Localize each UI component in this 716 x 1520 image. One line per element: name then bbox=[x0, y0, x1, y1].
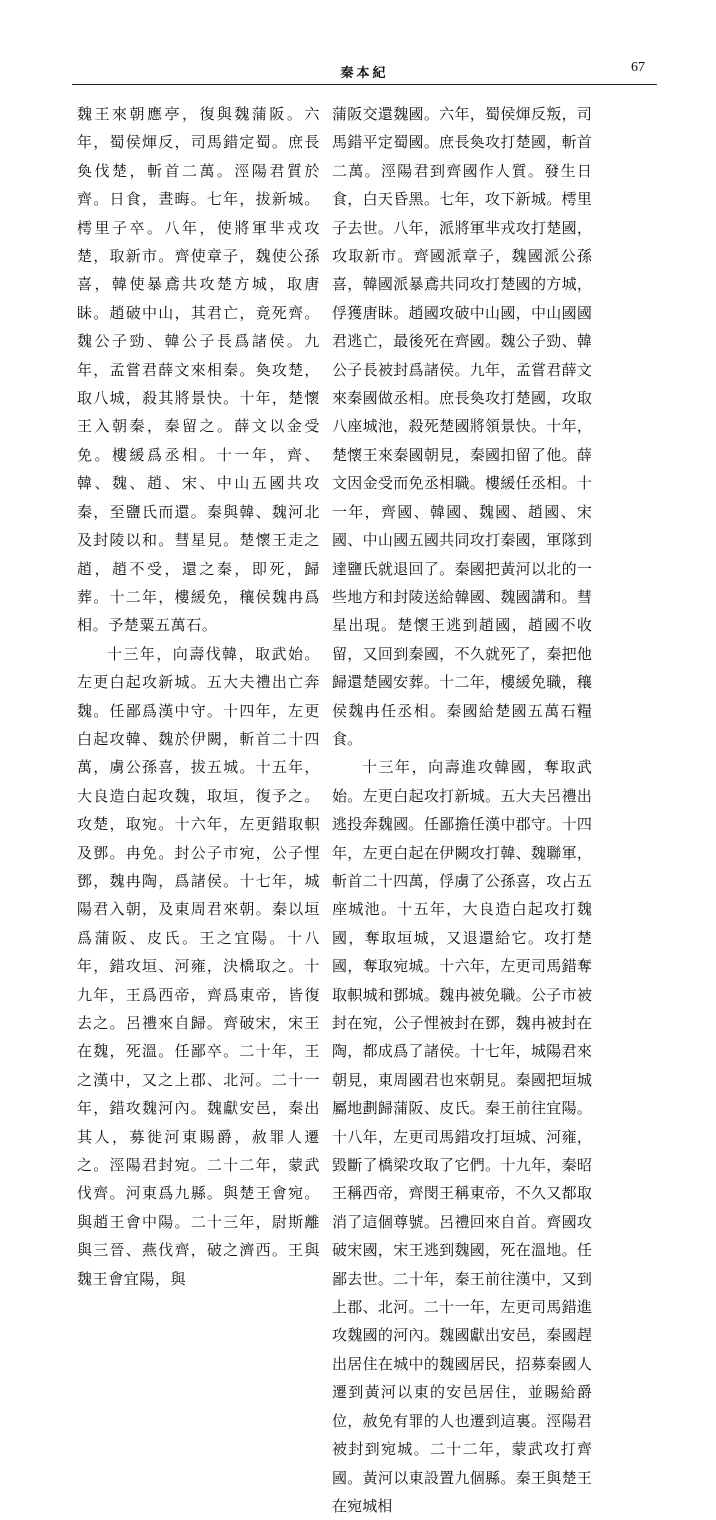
chapter-title: 秦本紀 bbox=[340, 66, 389, 81]
translation-paragraph: 蒲阪交還魏國。六年，蜀侯煇反叛，司馬錯平定蜀國。庶長奐攻打楚國，斬首二萬。涇陽君到齊國作人質。發生日食，白天昏黑。七年，攻下新城。樗里子去世。八年，派將軍芈戎攻打楚國，攻取新市。齊國派章子，魏國派公孫喜，韓國派暴鳶共同攻打楚國的方城，俘獲唐眛。趙國攻破中山國，中山國國君逃亡，最後死在齊國。魏公子勁、韓公子長被封爲諸侯。九年，孟嘗君薛文來秦國做丞相。庶長奐攻打楚國，攻取八座城池，殺死楚國將領景快。十年，楚懷王來秦國朝見，秦國扣留了他。薛文因金受而免丞相職。樓緩任丞相。十一年，齊國、韓國、魏國、趙國、宋國、中山國五國共同攻打秦國，軍隊到達鹽氏就退回了。秦國把黃河以北的一些地方和封陵送給韓國、魏國講和。彗星出現。楚懷王逃到趙國，趙國不收留，又回到秦國，不久就死了，秦把他歸還楚國安葬。十二年，樓緩免職，穰侯魏冉任丞相。秦國給楚國五萬石糧食。 bbox=[332, 105, 592, 748]
original-paragraph: 十三年，向壽伐韓，取武始。左更白起攻新城。五大夫禮出亡奔魏。任鄙爲漢中守。十四年，左更白起攻韓、魏於伊闕，斬首二十四萬，虜公孫喜，拔五城。十五年，大良造白起攻魏，取垣，復予之。攻楚，取宛。十六年，左更錯取軹及鄧。冉免。封公子市宛，公子悝鄧，魏冉陶，爲諸侯。十七年，城陽君入朝，及東周君來朝。秦以垣爲蒲阪、皮氏。王之宜陽。十八年，錯攻垣、河雍，決橋取之。十九年，王爲西帝，齊爲東帝，皆復去之。呂禮來自歸。齊破宋，宋王在魏，死溫。任鄙卒。二十年，王之漢中，又之上郡、北河。二十一年，錯攻魏河內。魏獻安邑，秦出其人，募徙河東賜爵，赦罪人遷之。涇陽君封宛。二十二年，蒙武伐齊。河東爲九縣。與楚王會宛。與趙王會中陽。二十三年，尉斯離與三晉、燕伐齊，破之濟西。王與魏王會宜陽，與 bbox=[77, 644, 320, 1288]
original-text-column bbox=[77, 100, 320, 1288]
page-number: 67 bbox=[631, 60, 645, 75]
translation-text-column bbox=[332, 100, 592, 1515]
page-header bbox=[72, 58, 657, 84]
translation-paragraph: 十三年，向壽進攻韓國，奪取武始。左更白起攻打新城。五大夫呂禮出逃投奔魏國。任鄙擔任漢中郡守。十四年，左更白起在伊闕攻打韓、魏聯軍，斬首二十四萬，俘虜了公孫喜，攻占五座城池。十五年，大良造白起攻打魏國，奪取垣城，又退還給它。攻打楚國，奪取宛城。十六年，左更司馬錯奪取軹城和鄧城。魏冉被免職。公子市被封在宛，公子悝被封在鄧，魏冉被封在陶，都成爲了諸侯。十七年，城陽君來朝見，東周國君也來朝見。秦國把垣城屬地劃歸蒲阪、皮氏。秦王前往宜陽。十八年，左更司馬錯攻打垣城、河雍，毀斷了橋梁攻取了它們。十九年，秦昭王稱西帝，齊閔王稱東帝，不久又都取消了這個尊號。呂禮回來自首。齊國攻破宋國，宋王逃到魏國，死在溫地。任鄙去世。二十年，秦王前往漢中，又到上郡、北河。二十一年，左更司馬錯進攻魏國的河內。魏國獻出安邑，秦國趕出居住在城中的魏國居民，招募秦國人遷到黃河以東的安邑居住，並賜給爵位，赦免有罪的人也遷到這裏。涇陽君被封到宛城。二十二年，蒙武攻打齊國。黃河以東設置九個縣。秦王與楚王在宛城相 bbox=[332, 758, 592, 1515]
header-rule bbox=[72, 84, 657, 85]
original-paragraph: 魏王來朝應亭，復與魏蒲阪。六年，蜀侯煇反，司馬錯定蜀。庶長奐伐楚，斬首二萬。涇陽君質於齊。日食，晝晦。七年，拔新城。樗里子卒。八年，使將軍芈戎攻楚，取新市。齊使章子，魏使公孫喜，韓使暴鳶共攻楚方城，取唐眛。趙破中山，其君亡，竟死齊。魏公子勁、韓公子長爲諸侯。九年，孟嘗君薛文來相秦。奐攻楚，取八城，殺其將景快。十年，楚懷王入朝秦，秦留之。薛文以金受免。樓緩爲丞相。十一年，齊、韓、魏、趙、宋、中山五國共攻秦，至鹽氏而還。秦與韓、魏河北及封陵以和。彗星見。楚懷王走之趙，趙不受，還之秦，即死，歸葬。十二年，樓緩免，穰侯魏冉爲相。予楚粟五萬石。 bbox=[77, 105, 320, 635]
